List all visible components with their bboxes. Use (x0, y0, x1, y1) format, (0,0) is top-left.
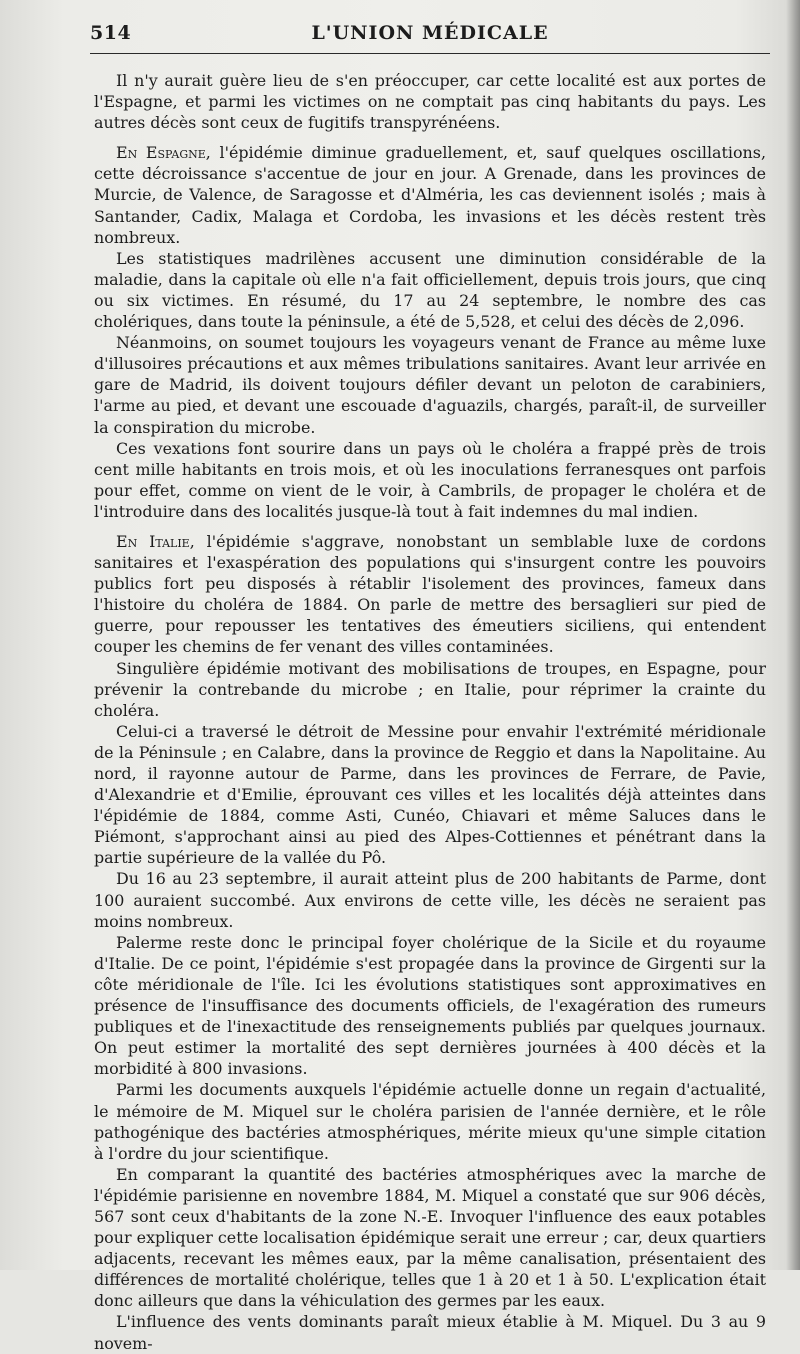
page-header (90, 22, 770, 54)
country-lead: En Espagne, (116, 143, 211, 163)
paragraph: L'influence des vents dominants paraît mieux établie à M. Miquel. Du 3 au 9 novem- (94, 1312, 766, 1353)
paragraph: Celui-ci a traversé le détroit de Messine pour envahir l'extrémité méridionale de la Péninsule ; en Calabre, dans la province de Reggio et dans la Napolitaine. Au nord, il rayonne autour de Parme, dans les provinces de Ferrare, de Pavie, d'Alexandrie et d'Emilie, éprouvant ces villes et les localités déjà atteintes dans l'épidémie de 1884, comme Asti, Cunéo, Chiavari et même Saluces dans le Piémont, s'approchant ainsi au pied des Alpes-Cottiennes et pénétrant dans la partie supérieure de la vallée du Pô. (94, 721, 766, 868)
header-rule (90, 53, 770, 54)
paragraph: Les statistiques madrilènes accusent une diminution considérable de la maladie, dans la capitale où elle n'a fait officiellement, depuis trois jours, que cinq ou six victimes. En résumé, du 17 au 24 septembre, le nombre des cas cholériques, dans toute la péninsule, a été de 5,528, et celui des décès de 2,096. (94, 248, 766, 332)
paragraph: Parmi les documents auxquels l'épidémie actuelle donne un regain d'actualité, le mémoire de M. Miquel sur le choléra parisien de l'année dernière, et le rôle pathogénique des bactéries atmosphériques, mérite mieux qu'une simple citation à l'ordre du jour scientifique. (94, 1080, 766, 1163)
paragraph: En Espagne, l'épidémie diminue graduellement, et, sauf quelques oscillations, cette décroissance s'accentue de jour en jour. A Grenade, dans les provinces de Murcie, de Valence, de Saragosse et d'Alméria, les cas deviennent isolés ; mais à Santander, Cadix, Malaga et Cordoba, les invasions et les décès restent très nombreux. (94, 143, 766, 247)
article-body (94, 70, 766, 1354)
paragraph: Ces vexations font sourire dans un pays où le choléra a frappé près de trois cent mille habitants en trois mois, et où les inoculations ferranesques ont parfois pour effet, comme on vient de le voir, à Cambrils, de propager le choléra et de l'introduire dans des localités jusque-là tout à fait indemnes du mal indien. (94, 438, 766, 521)
paragraph: Il n'y aurait guère lieu de s'en préoccuper, car cette localité est aux portes de l'Espagne, et parmi les victimes on ne comptait pas cinq habitants du pays. Les autres décès sont ceux de fugitifs transpyrénéens. (94, 71, 766, 133)
country-lead: En Italie, (116, 531, 195, 551)
paragraph: Palerme reste donc le principal foyer cholérique de la Sicile et du royaume d'Italie. De ce point, l'épidémie s'est propagée dans la province de Girgenti sur la côte méridionale de l'île. Ici les évolutions statistiques sont approximatives en présence de l'insuffisance des documents officiels, de l'exagération des rumeurs publiques et de l'inexactitude des renseignements publiés par quelques journaux. On peut estimer la mortalité des sept dernières journées à 400 décès et la morbidité à 800 invasions. (94, 932, 766, 1079)
paragraph: Singulière épidémie motivant des mobilisations de troupes, en Espagne, pour prévenir la contrebande du microbe ; en Italie, pour réprimer la crainte du choléra. (94, 658, 766, 720)
paragraph: Du 16 au 23 septembre, il aurait atteint plus de 200 habitants de Parme, dont 100 auraient succombé. Aux environs de cette ville, les décès ne seraient pas moins nombreux. (94, 869, 766, 931)
paragraph: En comparant la quantité des bactéries atmosphériques avec la marche de l'épidémie parisienne en novembre 1884, M. Miquel a constaté que sur 906 décès, 567 sont ceux d'habitants de la zone N.-E. Invoquer l'influence des eaux potables pour expliquer cette localisation épidémique serait une erreur ; car, deux quartiers adjacents, recevant les mêmes eaux, par la même canalisation, présentaient des différences de mortalité cholérique, telles que 1 à 20 et 1 à 50. L'explication était donc ailleurs que dans la véhiculation des germes par les eaux. (94, 1164, 766, 1311)
paragraph: Néanmoins, on soumet toujours les voyageurs venant de France au même luxe d'illusoires précautions et aux mêmes tribulations sanitaires. Avant leur arrivée en gare de Madrid, ils doivent toujours défiler devant un peloton de carabiniers, l'arme au pied, et devant une escouade d'aguazils, chargés, paraît-il, de surveiller la conspiration du microbe. (94, 333, 766, 437)
page-edge-shadow (786, 0, 800, 1270)
paragraph: En Italie, l'épidémie s'aggrave, nonobstant un semblable luxe de cordons sanitaires et l'exaspération des populations qui s'insurgent contre les pouvoirs publics fort peu disposés à rétablir l'isolement des provinces, fameux dans l'histoire du choléra de 1884. On parle de mettre des bersaglieri sur pied de guerre, pour repousser les tentatives des émeutiers siciliens, qui entendent couper les chemins de fer venant des villes contaminées. (94, 531, 766, 657)
page-number: 514 (90, 22, 132, 44)
journal-title: L'UNION MÉDICALE (311, 22, 549, 44)
